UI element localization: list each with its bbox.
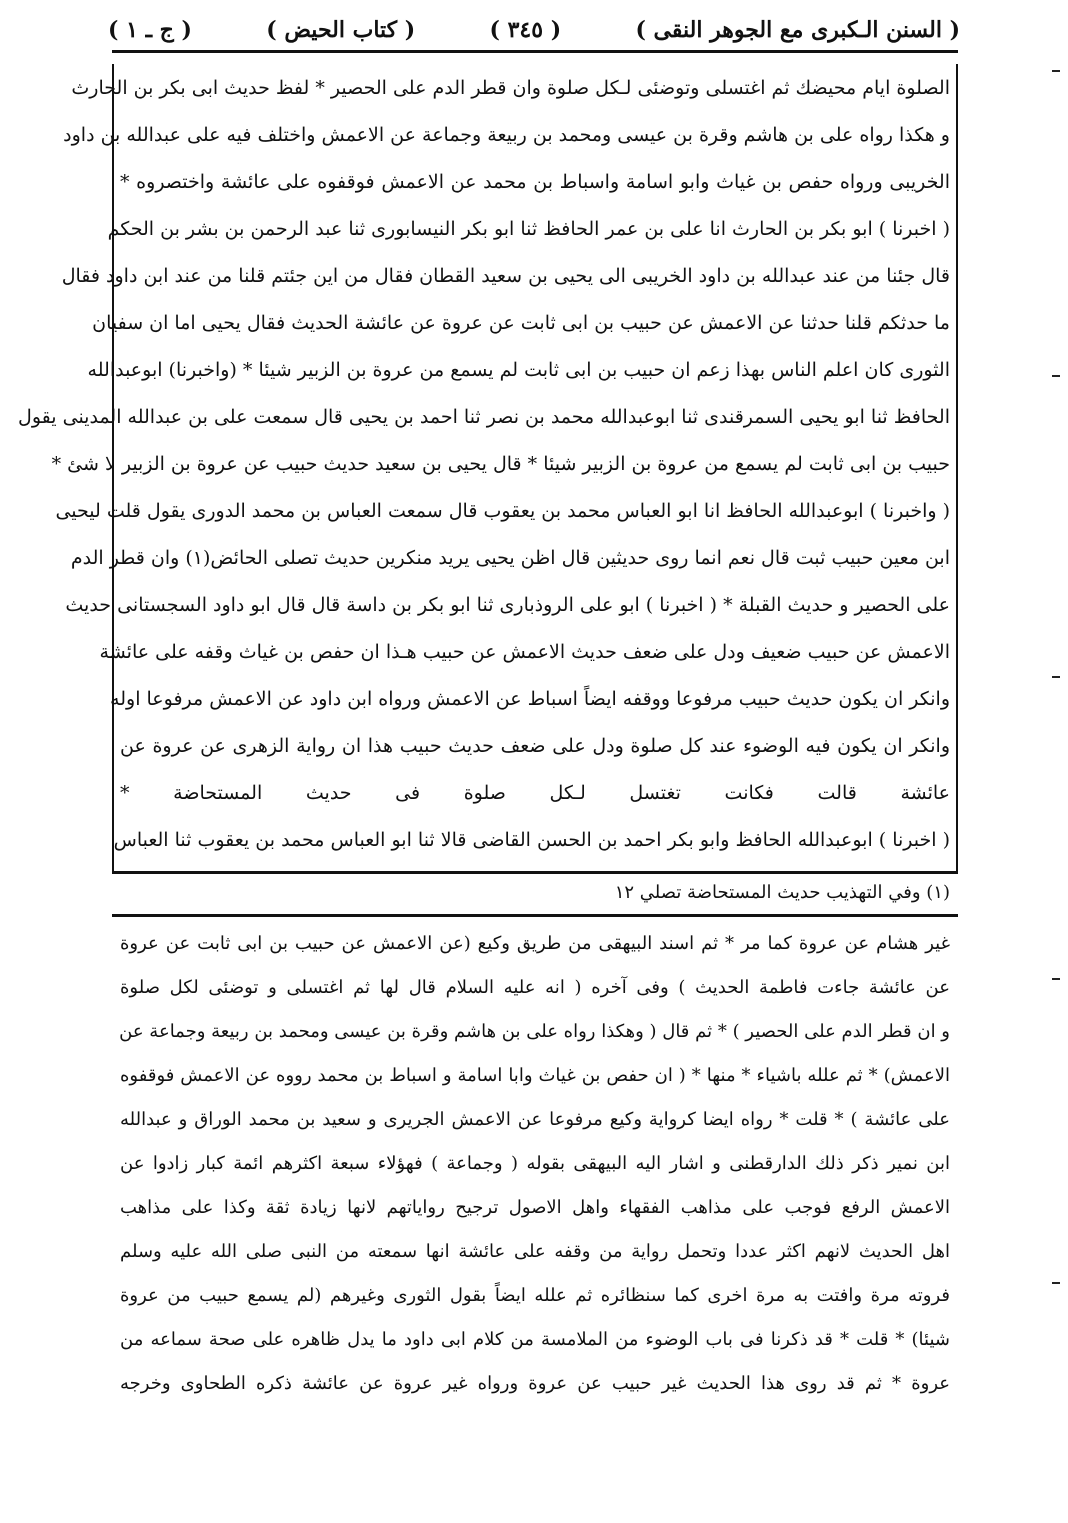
main-text-line: قال جئنا من عند عبدالله بن داود الخريبى الى يحيى بن سعيد القطان فقال من اين جئتم قلنا من عند ابن داود فقال [61,265,950,287]
margin-mark [1052,978,1060,980]
margin-mark [1052,1282,1060,1284]
main-text-line: و هكذا رواه على بن هاشم وقرة بن عيسى ومحمد بن ربيعة وجماعة عن الاعمش واختلف فيه على عبدالله بن داود [63,124,950,146]
main-text-line: الصلوة ايام محيضك ثم اغتسلى وتوضئى لـكل صلوة وان قطر الدم على الحصير * لفظ حديث ابى بكر بن الحارث [71,77,950,99]
main-text-line: الخريبى ورواه حفص بن غياث وابو اسامة واسباط بن محمد عن الاعمش فوقفوه على عائشة واختصروه * [120,171,950,193]
main-text-line: وانكر ان يكون فيه الوضوء عند كل صلوة ودل على ضعف حديث حبيب هذا ان رواية الزهرى عن عروة عن [120,735,950,757]
margin-mark [1052,676,1060,678]
commentary-line: اهل الحديث لانهم اكثر عددا وتحمل رواية من وقفه على عائشة انها سمعته من النبى صلى الله عليه وسلم [120,1241,950,1262]
main-text-line: ما حدثكم قلنا حدثنا عن الاعمش عن حبيب بن ابى ثابت عن عروة عن عائشة الحديث فقال يحيى اما ان سفيان [92,312,950,334]
footnote: (١) وفي التهذيب حديث المستحاضة تصلي ١٢ [614,882,950,903]
chapter-title: ( كتاب الحيض ) [266,17,416,43]
main-text-line: الثورى كان اعلم الناس بهذا زعم ان حبيب بن ابى ثابت لم يسمع من عروة بن الزبير شيئا * (واخبرنا) ابوعبدالله [87,359,950,381]
page-header [108,12,960,48]
main-text-line: حبيب بن ابى ثابت لم يسمع من عروة بن الزبير شيئا * قال يحيى بن سعيد حديث حبيب عن عروة بن الزبير لا شئ * [51,453,950,475]
commentary-line: و ان قطر الدم على الحصير ) * ثم قال ( وهكذا رواه على بن هاشم وقرة بن عيسى ومحمد بن ربيعة وجماعة عن [119,1021,950,1042]
commentary-line: عروة * ثم قد روى هذا الحديث غير حبيب عن عروة ورواه غير عروة عن عائشة ذكره الطحاوى وخرجه [120,1373,950,1394]
main-text-line: وانكر ان يكون حديث حبيب مرفوعا ووقفه ايضاً اسباط عن الاعمش ورواه ابن داود عن الاعمش مرفوعا اوله [110,688,950,710]
commentary-line: فروته مرة وافتت به مرة اخرى كما سنظائره ثم علله ايضاً بقول الثورى وغيرهم (لم يسمع حبيب من عروة [120,1285,950,1306]
volume-label: ( ج ـ ١ ) [108,17,192,43]
main-text-line: ابن معين حبيب ثبت قال نعم انما روى حديثين قال اظن يحيى يريد منكرين حديث تصلى الحائض(١) وان قطر الدم [70,547,950,569]
commentary-line: ابن نمير ذكر ذلك الدارقطنى و اشار اليه البيهقى بقوله ( وجماعة ) فهؤلاء سبعة اكثرهم ائمة كبار زادوا عن [120,1153,950,1174]
header-rule [112,50,958,53]
main-text-line: على الحصير و حديث القبلة * ( اخبرنا ) ابو على الروذبارى ثنا ابو بكر بن داسة قال قال ابو داود السجستانى حديث [65,594,950,616]
book-title: ( السنن الـكبرى مع الجوهر النقى ) [635,17,960,43]
main-text-line: الحافظ ثنا ابو يحيى السمرقندى ثنا ابوعبدالله محمد بن نصر ثنا احمد بن يحيى قال سمعت على بن عبدالله المدينى يقول [18,406,950,428]
commentary-line: الاعمش) * ثم علله باشياء * منها * ( ان حفص بن غياث وابا اسامة و اسباط بن محمد رووه عن الاعمش فوقفوه [120,1065,950,1086]
main-text-line: الاعمش عن حبيب ضعيف ودل على ضعف حديث الاعمش عن حبيب هـذا ان حفص بن غياث وقفه على عائشة [99,641,950,663]
commentary-line: شيئا) * قلت * قد ذكرنا فى باب الوضوء من الملامسة من كلام ابى داود ما يدل ظاهره على صحة سماعه من [120,1329,950,1350]
commentary-rule [112,914,958,917]
main-text-line: ( واخبرنا ) ابوعبدالله الحافظ انا ابو العباس محمد بن يعقوب قال سمعت العباس بن محمد الدورى يقول قلت ليحيى [55,500,950,522]
footnote-rule [112,871,958,874]
page-number: ( ٣٤٥ ) [489,17,562,43]
commentary-line: غير هشام عن عروة كما مر * ثم اسند البيهقى من طريق وكيع (عن الاعمش عن حبيب بن ابى ثابت عن عروة [120,933,950,954]
margin-mark [1052,375,1060,377]
commentary-line: الاعمش الرفع فوجب على مذاهب الفقهاء واهل الاصول ترجيح رواياتهم لانها زيادة ثقة وكذا على مذاهب [120,1197,950,1218]
commentary-line: على عائشة ) * قلت * رواه ايضا كرواية وكيع مرفوعا عن الاعمش الجريرى و سعيد بن محمد الوراق و عبدالله [120,1109,950,1130]
main-text-line: ( اخبرنا ) ابوعبدالله الحافظ وابو بكر احمد بن الحسن القاضى قالا ثنا ابو العباس محمد بن يعقوب ثنا العباس [113,829,950,851]
main-text-line: ( اخبرنا ) ابو بكر بن الحارث انا على بن عمر الحافظ ثنا ابو بكر النيسابورى ثنا عبد الرحمن بن بشر بن الحكم [107,218,950,240]
main-text-line: عائشة قالت فكانت تغتسل لـكل صلوة فى حديث المستحاضة * [120,782,950,804]
commentary-line: عن عائشة جاءت فاطمة الحديث ) وفى آخره ( انه عليه السلام قال لها ثم اغتسلى و توضئى لكل صلوة [120,977,950,998]
margin-mark [1052,70,1060,72]
